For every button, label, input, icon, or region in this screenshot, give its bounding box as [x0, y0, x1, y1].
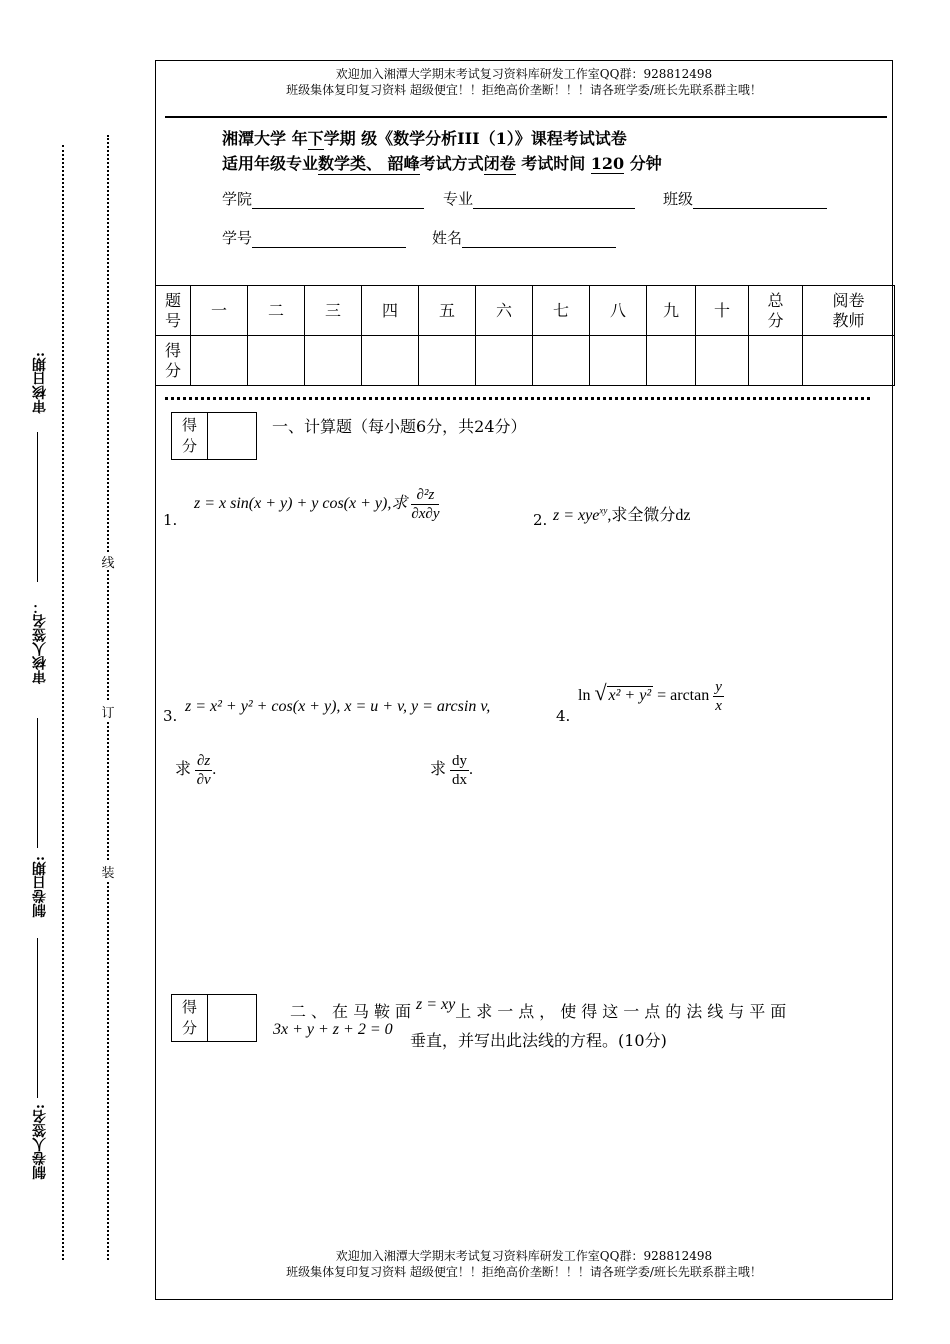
meta-major-label: 适用年级专业 [222, 154, 319, 173]
margin-line-char: 线 [101, 552, 115, 570]
q3-end: . [212, 761, 217, 779]
name-blank[interactable] [462, 230, 616, 248]
score-col-total: 总 分 [749, 286, 803, 336]
q4-arctan: = arctan [653, 687, 710, 705]
student-id-label: 学号 [222, 229, 253, 247]
score-cell[interactable] [305, 336, 362, 386]
score-col-5: 五 [419, 286, 476, 336]
score-col-2: 二 [248, 286, 305, 336]
margin-dotted-line-inner [107, 135, 109, 1260]
score-col-8: 八 [590, 286, 647, 336]
q4-dfraction [450, 752, 469, 789]
q4-ln: ln [578, 687, 591, 705]
q4-fraction [713, 678, 724, 715]
score-col-3: 三 [305, 286, 362, 336]
section2-surface: z = xy [416, 996, 456, 1013]
q3-ask [175, 752, 216, 789]
score-cell[interactable] [803, 336, 895, 386]
footer-line-1: 欢迎加入湘潭大学期末考试复习资料库研发工作室QQ群：928812498 [335, 1249, 713, 1263]
college-blank[interactable] [252, 191, 424, 209]
q4-number: 4. [556, 707, 571, 725]
q4-radicand: x² + y² [608, 687, 652, 705]
maker-sign-label: 制卷人签名: [32, 1104, 48, 1180]
q2-expr-a: z = xye [553, 507, 600, 524]
class-field[interactable] [663, 188, 827, 209]
q4-dfrac-num: dy [452, 753, 468, 769]
score-table-row2-label: 得 分 [156, 336, 191, 386]
q4-ask-text: 求 [430, 761, 447, 779]
reviewer-sign-label: 审核人签名： [32, 600, 48, 684]
review-date-label: 审核日期: [32, 352, 48, 414]
score-box-label: 得 分 [172, 413, 208, 459]
margin-ding-char: 订 [101, 702, 115, 720]
q3-frac-num: ∂z [197, 753, 211, 769]
score-box-label: 得 分 [172, 995, 208, 1041]
score-col-9: 九 [647, 286, 696, 336]
class-blank[interactable] [693, 191, 827, 209]
section2-text-b: 上求一点，使得这一点的法线与平面 [455, 1002, 792, 1021]
exam-meta [222, 151, 662, 175]
q4-end: . [469, 761, 474, 779]
q2-exponent: xy [599, 505, 608, 516]
make-date-blank[interactable] [37, 938, 38, 1098]
q3-number: 3. [163, 707, 178, 725]
header-line-1: 欢迎加入湘潭大学期末考试复习资料库研发工作室QQ群：928812498 [335, 67, 713, 81]
score-col-1: 一 [191, 286, 248, 336]
score-col-grader: 阅卷 教师 [803, 286, 895, 336]
section2-line1 [290, 996, 792, 1022]
review-date-blank[interactable] [37, 432, 38, 582]
score-cell[interactable] [476, 336, 533, 386]
q1-frac-den: ∂x∂y [411, 506, 440, 522]
section2-line2: 垂直，并写出此法线的方程。(10分) [410, 1031, 667, 1050]
score-cell[interactable] [647, 336, 696, 386]
q3-ask-text: 求 [175, 761, 192, 779]
title-part: 湘潭大学 年 [222, 129, 308, 148]
score-cell[interactable] [191, 336, 248, 386]
footer-line-2: 班级集体复印复习资料 超级便宜！！拒绝高价垄断！！！请各班学委/班长先联系群主哦！ [286, 1265, 762, 1279]
title-course: 学期 级《数学分析III（1）》课程考试试卷 [323, 129, 627, 148]
q2-expr-b: ,求全微分dz [607, 507, 691, 524]
score-table-row1-label: 题 号 [156, 286, 191, 336]
q2-expression [553, 502, 690, 525]
dotted-separator [165, 397, 870, 400]
q3-expression: z = x² + y² + cos(x + y), x = u + v, y = arcsin v, [185, 698, 491, 715]
meta-major: 数学类、 韶峰 [318, 151, 420, 175]
q1-frac-num: ∂²z [411, 486, 439, 505]
reviewer-sign-blank[interactable] [37, 718, 38, 848]
margin-zhuang-char: 装 [101, 862, 115, 880]
make-date-label: 制卷日期: [32, 856, 48, 918]
score-cell[interactable] [419, 336, 476, 386]
score-cell[interactable] [696, 336, 749, 386]
student-id-field[interactable] [222, 227, 406, 248]
name-label: 姓名 [432, 229, 463, 247]
q3-frac-den: ∂v [196, 772, 211, 788]
score-cell[interactable] [749, 336, 803, 386]
college-field[interactable] [222, 188, 424, 209]
header-rule [165, 116, 887, 118]
q1-number: 1. [163, 511, 178, 529]
meta-time-unit: 分钟 [624, 154, 662, 173]
meta-mode: 闭卷 [484, 151, 516, 175]
q4-expression [578, 678, 724, 715]
score-cell[interactable] [533, 336, 590, 386]
score-cell[interactable] [590, 336, 647, 386]
score-col-7: 七 [533, 286, 590, 336]
college-label: 学院 [222, 190, 253, 208]
score-table-score-row [156, 336, 895, 386]
major-label: 专业 [443, 190, 474, 208]
meta-mode-label: 考试方式 [419, 154, 484, 173]
name-field[interactable] [432, 227, 616, 248]
score-cell[interactable] [362, 336, 419, 386]
score-table [155, 285, 895, 386]
major-blank[interactable] [473, 191, 635, 209]
q1-expression [194, 486, 439, 523]
q4-frac-num: y [715, 679, 722, 695]
score-table-header-row [156, 286, 895, 336]
q2-number: 2. [533, 511, 548, 529]
student-id-blank[interactable] [252, 230, 406, 248]
class-label: 班级 [663, 190, 694, 208]
title-term: 下 [308, 126, 324, 150]
q4-dfrac-den: dx [452, 772, 468, 788]
header-line-2: 班级集体复印复习资料 超级便宜！！拒绝高价垄断！！！请各班学委/班长先联系群主哦！ [286, 83, 762, 97]
meta-time: 120 [590, 154, 625, 173]
score-col-6: 六 [476, 286, 533, 336]
sqrt-icon: √ [594, 680, 607, 706]
margin-dotted-line-outer [62, 145, 64, 1260]
q3-fraction [195, 752, 212, 789]
score-cell[interactable] [248, 336, 305, 386]
section2-text-a: 二、在马鞍面 [290, 1002, 417, 1021]
exam-title [222, 126, 627, 150]
score-col-10: 十 [696, 286, 749, 336]
section2-score-box [171, 994, 257, 1042]
meta-time-label: 考试时间 [515, 154, 591, 173]
q4-ask [430, 752, 473, 789]
major-field[interactable] [443, 188, 635, 209]
q1-expr-text: z = x sin(x + y) + y cos(x + y),求 [194, 495, 408, 513]
q1-fraction [411, 486, 439, 523]
section1-heading: 一、计算题（每小题6分，共24分） [272, 417, 527, 436]
section2-plane: 3x + y + z + 2 = 0 [273, 1021, 393, 1038]
q4-frac-den: x [715, 698, 722, 714]
score-col-4: 四 [362, 286, 419, 336]
section1-score-box [171, 412, 257, 460]
